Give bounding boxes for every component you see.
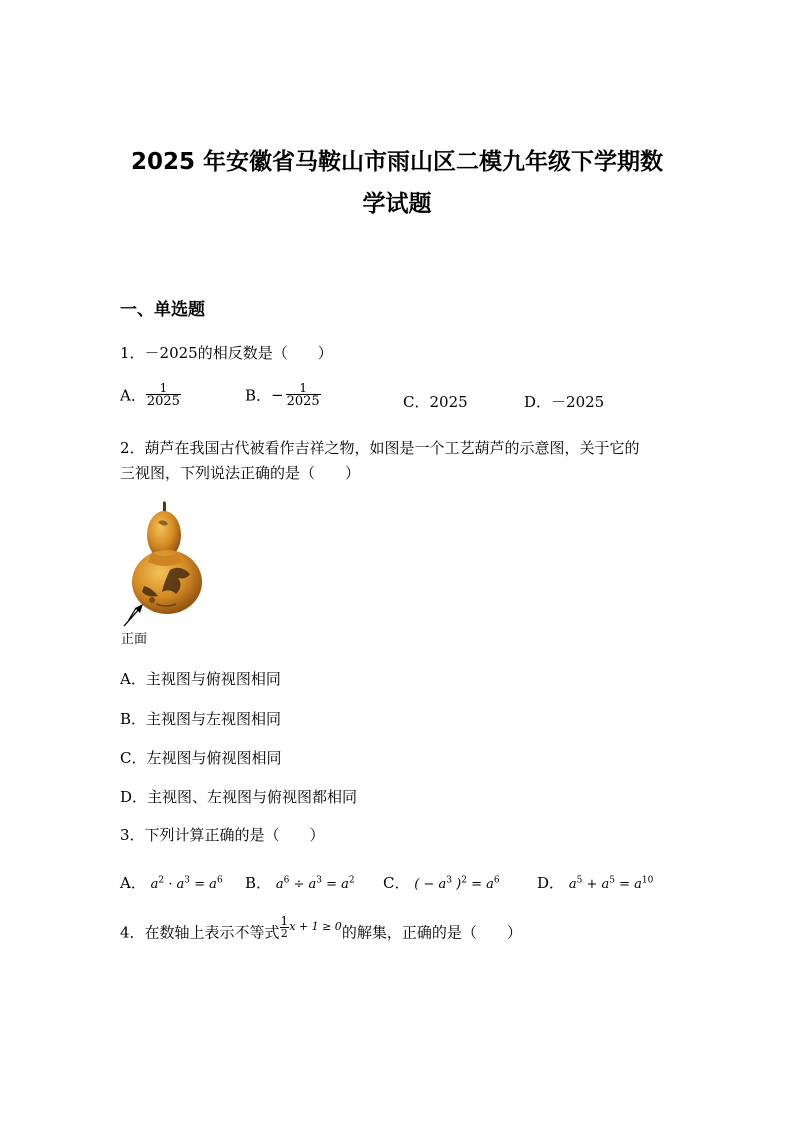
- question-3-option-b[interactable]: [245, 872, 355, 893]
- question-3-option-a[interactable]: [120, 872, 223, 893]
- option-label: C．: [383, 874, 410, 892]
- minus-sign: −: [271, 386, 284, 404]
- numerator: 1: [280, 914, 289, 928]
- numerator: 1: [299, 381, 307, 395]
- question-1-option-b[interactable]: [245, 382, 321, 408]
- question-3-stem: 3．下列计算正确的是（ ）: [120, 826, 325, 844]
- question-2-option-d[interactable]: D．主视图、左视图与俯视图都相同: [120, 788, 358, 806]
- question-2-stem-line1: 2．葫芦在我国古代被看作吉祥之物，如图是一个工艺葫芦的示意图，关于它的: [120, 439, 640, 457]
- fraction: [146, 382, 181, 408]
- question-4-prefix: 4．在数轴上表示不等式: [120, 923, 280, 942]
- option-label: D．: [537, 874, 565, 892]
- section-heading: 一、单选题: [120, 300, 205, 320]
- question-4-stem: [120, 914, 522, 943]
- question-1-option-d[interactable]: D．－2025: [524, 393, 605, 411]
- question-2-option-b[interactable]: B．主视图与左视图相同: [120, 710, 282, 728]
- question-4-suffix: 的解集，正确的是（ ）: [341, 923, 522, 942]
- question-1-option-c[interactable]: C．2025: [403, 393, 468, 411]
- question-2-stem-line2: 三视图，下列说法正确的是（ ）: [120, 464, 361, 482]
- fraction: [286, 382, 321, 408]
- denominator: 2025: [286, 394, 320, 409]
- math-expression: x + 1 ≥ 0: [289, 920, 342, 933]
- question-3-option-c[interactable]: [383, 872, 500, 893]
- math-expression: $a^5 + a^5 = a^{10}$: [568, 875, 654, 892]
- question-2-option-a[interactable]: A．主视图与俯视图相同: [120, 670, 281, 688]
- option-label: B．: [245, 874, 272, 892]
- math-expression: $a^6 \div a^3 = a^2$: [275, 875, 355, 892]
- denominator: 2025: [146, 394, 180, 409]
- question-1-stem: 1．－2025的相反数是（ ）: [120, 344, 333, 362]
- numerator: 1: [159, 381, 168, 395]
- option-label: A．: [120, 386, 146, 405]
- option-label: B．: [245, 386, 272, 405]
- denominator: 2: [280, 927, 288, 940]
- arrow-icon: [118, 602, 148, 630]
- option-label: A．: [120, 874, 146, 892]
- fraction: [280, 915, 290, 939]
- image-caption: 正面: [121, 632, 148, 647]
- question-3-option-d[interactable]: [537, 872, 653, 893]
- math-expression: ( − $a^3$ )$^2 = a^6$: [414, 875, 500, 892]
- document-title-line1: 2025 年安徽省马鞍山市雨山区二模九年级下学期数: [130, 149, 664, 175]
- question-1-option-a[interactable]: [120, 382, 181, 408]
- document-title-line2: 学试题: [362, 191, 432, 217]
- question-2-option-c[interactable]: C．左视图与俯视图相同: [120, 749, 282, 767]
- math-expression: $a^2 \cdot a^3 = a^6$: [150, 875, 223, 892]
